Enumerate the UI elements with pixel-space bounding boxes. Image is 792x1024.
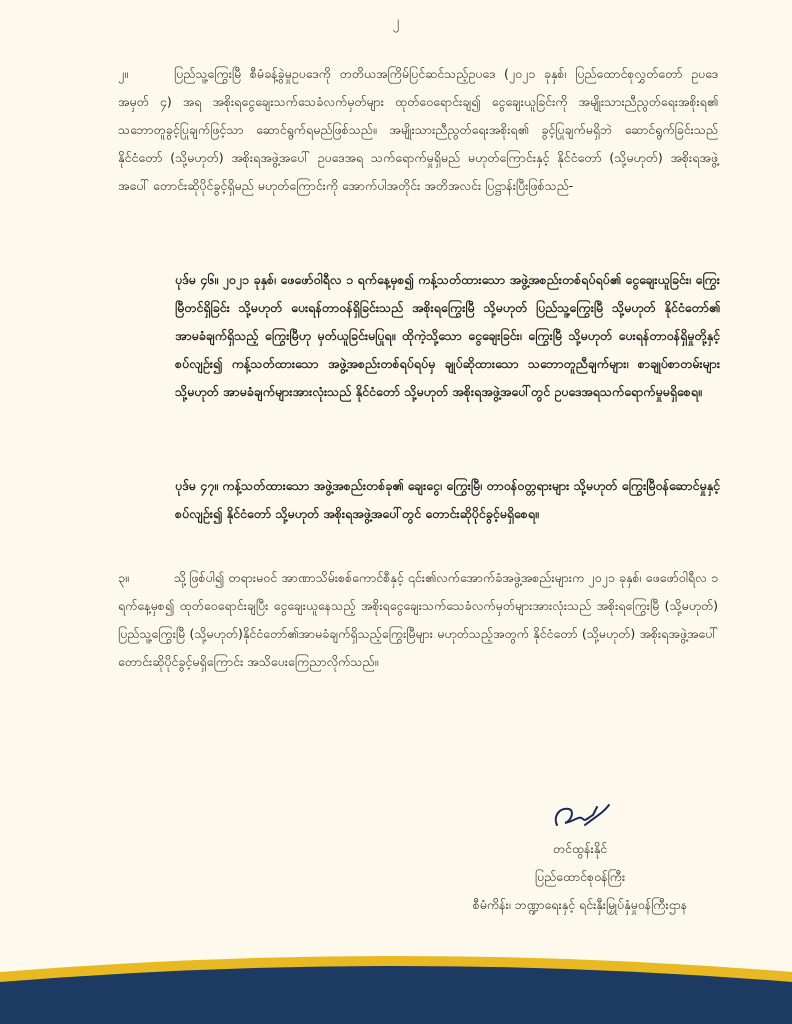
section-47-quote: ပုဒ်မ ၄၇။ ကန့်သတ်ထားသော အဖွဲ့အစည်းတစ်ခု၏ ချေးငွေ၊ ကြွေးမြီ၊ တာဝန်ဝတ္တရားများ သို့မဟုတ် ကြွေးမြီဝန်ဆောင်မှုနှင့်စပ်လျဉ်း၍ နိုင်ငံတော် သို့မဟုတ် အစိုးရအဖွဲ့အပေါ်တွင် တောင်းဆိုပိုင်ခွင့်မရှိစေရ။ [175,478,720,521]
paragraph-2-text: ပြည်သူ့ကြွေးမြီ စီမံခန့်ခွဲမှုဥပဒေကို တတိယအကြိမ်ပြင်ဆင်သည့်ဥပဒေ (၂၀၂၁ ခုနှစ်၊ ပြည်ထောင်စုလွှတ်တော် ဥပဒေအမှတ် ၄) အရ အစိုးရငွေချေးသက်သေခံလက်မှတ်များ ထုတ်ဝေရောင်းချ၍ ငွေချေးယူခြင်းကို အမျိုးသားညီညွတ်ရေးအစိုးရ၏ သဘောတူခွင့်ပြုချက်ဖြင့်သာ ဆောင်ရွက်ရမည်ဖြစ်သည်။ အမျိုးသားညီညွတ်ရေးအစိုးရ၏ ခွင့်ပြုချက်မရှိဘဲ ဆောင်ရွက်ခြင်းသည် နိုင်ငံတော် (သို့မဟုတ်) အစိုးရအဖွဲ့အပေါ် ဥပဒေအရ သက်ရောက်မှုရှိမည် မဟုတ်ကြောင်းနှင့် နိုင်ငံတော် (သို့မဟုတ်) အစိုးရအဖွဲ့အပေါ် တောင်းဆိုပိုင်ခွင့်ရှိမည် မဟုတ်ကြောင်းကို အောက်ပါအတိုင်း အတိအလင်း ပြဋ္ဌာန်းပြီးဖြစ်သည်- [118,66,718,193]
paragraph-number: ၃။ [118,570,129,585]
page-number: ၂ [392,14,400,30]
paragraph-number: ၂။ [118,66,128,81]
handwritten-signature [545,795,615,835]
signatory-title: ပြည်ထောင်စုဝန်ကြီး [534,869,626,884]
footer-wave [0,920,792,1024]
paragraph-3-text: သို့ဖြစ်ပါ၍ တရားမဝင် အာဏာသိမ်းစစ်ကောင်စီနှင့် ၎င်း၏လက်အောက်ခံအဖွဲ့အစည်းများက ၂၀၂၁ ခုနှစ်၊ ဖေဖော်ဝါရီလ ၁ ရက်နေ့မှစ၍ ထုတ်ဝေရောင်းချပြီး ငွေချေးယူနေသည့် အစိုးရငွေချေးသက်သေခံလက်မှတ်များအားလုံးသည် အစိုးရကြွေးမြီ (သို့မဟုတ်) ပြည်သူ့ကြွေးမြီ (သို့မဟုတ်)နိုင်ငံတော်၏အာမခံချက်ရှိသည့်ကြွေးမြီများ မဟုတ်သည့်အတွက် နိုင်ငံတော် (သို့မဟုတ်) အစိုးရအဖွဲ့အပေါ် တောင်းဆိုပိုင်ခွင့်မရှိကြောင်း အသိပေးကြေညာလိုက်သည်။ [118,570,718,669]
signatory-ministry: စီမံကိန်း၊ ဘဏ္ဍာရေးနှင့် ရင်းနှီးမြှုပ်နှံမှုဝန်ကြီးဌာန [472,897,688,912]
paragraph-3 [118,564,718,676]
paragraph-2 [118,60,718,200]
footer-navy-band [0,966,792,1024]
signatory-name: တင်ထွန်းနိုင် [552,841,608,856]
section-46-quote: ပုဒ်မ ၄၆။ ၂၀၂၁ ခုနှစ်၊ ဖေဖော်ဝါရီလ ၁ ရက်နေ့မှစ၍ ကန့်သတ်ထားသော အဖွဲ့အစည်းတစ်ရပ်ရပ်၏ ငွေချေးယူခြင်း၊ ကြွေးမြီတင်ရှိခြင်း သို့မဟုတ် ပေးရန်တာဝန်ရှိခြင်းသည် အစိုးရကြွေးမြီ သို့မဟုတ် ပြည်သူ့ကြွေးမြီ သို့မဟုတ် နိုင်ငံတော်၏ အာမခံချက်ရှိသည့် ကြွေးမြီဟု မှတ်ယူခြင်းမပြုရ။ ထိုကဲ့သို့သော ငွေချေးခြင်း၊ ကြွေးမြီ သို့မဟုတ် ပေးရန်တာဝန်ရှိမှုတို့နှင့် စပ်လျဉ်း၍ ကန့်သတ်ထားသော အဖွဲ့အစည်းတစ်ရပ်ရပ်မှ ချုပ်ဆိုထားသော သဘောတူညီချက်များ၊ စာချုပ်စာတမ်းများ သို့မဟုတ် အာမခံချက်များအားလုံးသည် နိုင်ငံတော် သို့မဟုတ် အစိုးရအဖွဲ့အပေါ်တွင် ဥပဒေအရသက်ရောက်မှုမရှိစေရ။ [175,272,720,399]
signature-block [420,795,740,919]
